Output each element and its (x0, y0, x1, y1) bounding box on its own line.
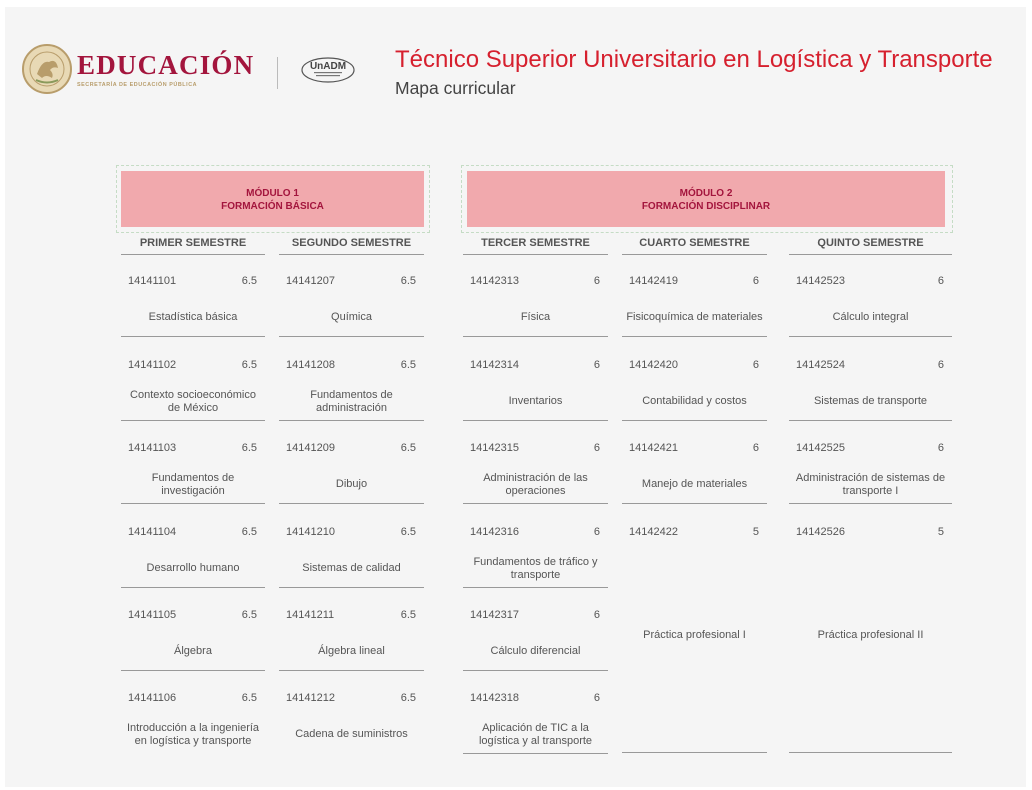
module-1-subtitle: FORMACIÓN BÁSICA (221, 201, 324, 212)
course-name: Cálculo diferencial (490, 645, 581, 658)
semester-header-1-rule (121, 254, 265, 255)
course-credits: 6 (752, 275, 759, 287)
course-name: Cadena de suministros (295, 728, 408, 741)
course-name: Álgebra lineal (318, 645, 385, 658)
course-credits: 6 (593, 692, 600, 704)
course-cell (279, 602, 424, 671)
semester-header-2-rule (279, 254, 424, 255)
course-code: 14142422 (629, 526, 678, 538)
course-credits: 6 (752, 442, 759, 454)
module-1-title: MÓDULO 1 (246, 188, 299, 199)
course-code: 14142420 (629, 359, 678, 371)
course-name: Cálculo integral (832, 311, 909, 324)
course-divider (463, 587, 608, 588)
course-divider (463, 420, 608, 421)
course-code: 14141101 (128, 275, 177, 287)
course-code: 14142318 (470, 692, 519, 704)
course-name: Fundamentos de investigación (151, 471, 235, 497)
course-cell (121, 685, 265, 754)
course-code: 14142524 (796, 359, 845, 371)
page-subtitle: Mapa curricular (395, 78, 516, 98)
semester-header-4-rule (622, 254, 767, 255)
course-credits: 6.5 (241, 692, 257, 704)
course-divider (789, 752, 952, 753)
semester-header-5-rule (789, 254, 952, 255)
course-divider (463, 753, 608, 754)
page-title: Técnico Superior Universitario en Logística y Transporte (395, 46, 993, 73)
course-name: Sistemas de calidad (302, 562, 401, 575)
course-name: Química (331, 311, 372, 324)
course-divider (463, 503, 608, 504)
course-name: Contabilidad y costos (642, 395, 747, 408)
course-divider (121, 503, 265, 504)
module-2-subtitle: FORMACIÓN DISCIPLINAR (641, 201, 771, 212)
course-credits: 6.5 (241, 442, 257, 454)
course-credits: 6.5 (400, 275, 416, 287)
course-divider (622, 752, 767, 753)
module-1-band (121, 171, 424, 227)
course-credits: 6 (593, 609, 600, 621)
course-cell (789, 352, 952, 421)
course-credits: 6.5 (241, 359, 257, 371)
semester-header-4: CUARTO SEMESTRE (639, 237, 750, 249)
course-divider (622, 420, 767, 421)
course-code: 14142525 (796, 442, 845, 454)
course-credits: 5 (937, 526, 944, 538)
course-credits: 6 (593, 359, 600, 371)
course-divider (622, 336, 767, 337)
course-code: 14141209 (286, 442, 335, 454)
course-divider (463, 670, 608, 671)
course-cell (121, 435, 265, 504)
course-cell (463, 519, 608, 588)
course-cell (279, 268, 424, 337)
course-cell (463, 268, 608, 337)
course-credits: 6 (593, 275, 600, 287)
course-divider (463, 336, 608, 337)
course-cell (121, 268, 265, 337)
course-divider (121, 420, 265, 421)
course-cell (622, 352, 767, 421)
course-divider (121, 670, 265, 671)
education-logo-text: EDUCACIÓN (77, 50, 255, 80)
course-cell (121, 602, 265, 671)
course-name: Física (520, 311, 551, 324)
course-divider (789, 336, 952, 337)
course-code: 14141208 (286, 359, 335, 371)
course-divider (121, 587, 265, 588)
course-name: Introducción a la ingeniería en logística y transporte (126, 721, 260, 747)
course-name: Fundamentos de tráfico y transporte (473, 555, 598, 581)
course-credits: 6.5 (400, 692, 416, 704)
course-cell (789, 268, 952, 337)
course-name: Fundamentos de administración (310, 388, 393, 414)
course-name: Manejo de materiales (641, 478, 748, 491)
unadm-logo (300, 55, 356, 85)
course-code: 14142419 (629, 275, 678, 287)
course-credits: 6 (937, 442, 944, 454)
course-credits: 6.5 (400, 442, 416, 454)
course-code: 14141212 (286, 692, 335, 704)
course-cell (463, 602, 608, 671)
course-divider (789, 420, 952, 421)
semester-header-2: SEGUNDO SEMESTRE (291, 237, 412, 249)
course-name: Administración de las operaciones (483, 471, 588, 497)
course-name: Dibujo (335, 478, 368, 491)
course-code: 14142523 (796, 275, 845, 287)
course-code: 14141106 (128, 692, 177, 704)
course-divider (279, 420, 424, 421)
course-name: Estadística básica (148, 311, 238, 324)
course-code: 14141211 (286, 609, 335, 621)
course-code: 14142421 (629, 442, 678, 454)
practice-cell (789, 519, 952, 753)
course-code: 14141102 (128, 359, 177, 371)
course-name: Álgebra (174, 645, 212, 658)
course-credits: 6.5 (241, 526, 257, 538)
course-divider (789, 503, 952, 504)
course-code: 14141103 (128, 442, 177, 454)
course-name: Práctica profesional II (817, 629, 924, 642)
course-divider (279, 670, 424, 671)
course-credits: 5 (752, 526, 759, 538)
course-divider (622, 503, 767, 504)
course-name: Desarrollo humano (146, 562, 240, 575)
semester-header-5: QUINTO SEMESTRE (817, 237, 924, 249)
course-credits: 6.5 (400, 609, 416, 621)
course-divider (279, 503, 424, 504)
course-code: 14142314 (470, 359, 519, 371)
semester-header-3: TERCER SEMESTRE (481, 237, 590, 249)
semester-header-1: PRIMER SEMESTRE (139, 237, 247, 249)
course-code: 14142313 (470, 275, 519, 287)
course-cell (463, 352, 608, 421)
course-credits: 6.5 (241, 275, 257, 287)
course-name: Práctica profesional I (643, 629, 746, 642)
course-cell (622, 268, 767, 337)
practice-cell (622, 519, 767, 753)
module-2-title: MÓDULO 2 (679, 188, 733, 199)
course-name: Administración de sistemas de transporte I (795, 471, 946, 497)
course-code: 14141104 (128, 526, 177, 538)
course-cell (121, 519, 265, 588)
course-code: 14142315 (470, 442, 519, 454)
course-credits: 6.5 (241, 609, 257, 621)
course-cell (463, 435, 608, 504)
course-code: 14141105 (128, 609, 177, 621)
course-cell (463, 685, 608, 754)
sep-logo-subtext: SECRETARÍA DE EDUCACIÓN PÚBLICA (77, 82, 198, 88)
course-credits: 6 (937, 275, 944, 287)
course-name: Inventarios (508, 395, 563, 408)
course-cell (622, 435, 767, 504)
course-cell (121, 352, 265, 421)
course-credits: 6 (593, 526, 600, 538)
course-name: Aplicación de TIC a la logística y al transporte (478, 721, 593, 747)
semester-header-3-rule (463, 254, 608, 255)
course-code: 14142317 (470, 609, 519, 621)
course-cell (279, 435, 424, 504)
course-cell (279, 352, 424, 421)
course-divider (279, 587, 424, 588)
national-seal-icon (22, 44, 72, 94)
course-cell (279, 685, 424, 754)
course-credits: 6.5 (400, 526, 416, 538)
course-credits: 6 (752, 359, 759, 371)
course-name: Fisicoquímica de materiales (626, 311, 763, 324)
course-code: 14141210 (286, 526, 335, 538)
module-2-band (467, 171, 945, 227)
course-code: 14142526 (796, 526, 845, 538)
course-cell (279, 519, 424, 588)
course-code: 14142316 (470, 526, 519, 538)
course-divider (121, 336, 265, 337)
course-cell (789, 435, 952, 504)
course-credits: 6 (593, 442, 600, 454)
course-name: Sistemas de transporte (813, 395, 928, 408)
course-code: 14141207 (286, 275, 335, 287)
course-name: Contexto socioeconómico de México (130, 388, 256, 414)
course-divider (279, 336, 424, 337)
course-credits: 6 (937, 359, 944, 371)
svg-text:UnADM: UnADM (309, 61, 347, 72)
course-credits: 6.5 (400, 359, 416, 371)
logo-divider (277, 57, 278, 89)
